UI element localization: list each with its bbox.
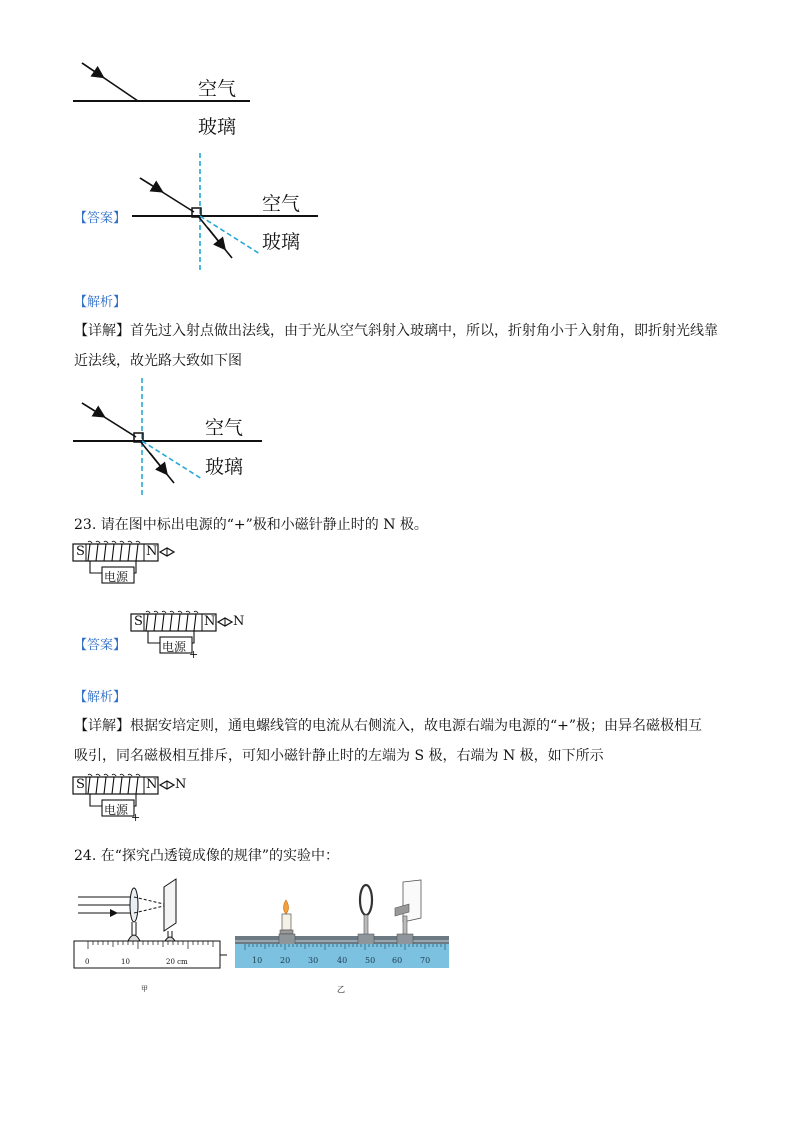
caption-jia: 甲: [141, 985, 148, 993]
ans23-needle-n-label: N: [233, 614, 245, 629]
analysis23-s-label: S: [76, 777, 85, 792]
ans23-n-label: N: [204, 614, 216, 629]
q23-n-label: N: [146, 544, 158, 559]
convex-lens: [130, 888, 138, 922]
ruler2-tick-40: 40: [337, 956, 348, 965]
fig1-air-label: 空气: [198, 78, 237, 100]
q23-s-label: S: [76, 544, 85, 559]
analysis23-solenoid-diagram: [70, 773, 190, 828]
ans23-solenoid-diagram: [128, 610, 248, 665]
ruler2-tick-20: 20: [280, 956, 291, 965]
ruler2-tick-50: 50: [365, 956, 376, 965]
ans1-air-label: 空气: [262, 193, 301, 215]
answer-tag: 【答案】: [74, 211, 127, 226]
q23-solenoid-diagram: [70, 540, 190, 595]
ruler2-tick-60: 60: [392, 956, 403, 965]
ans23-power-label: 电源: [162, 640, 187, 654]
ruler: [74, 941, 220, 968]
question-23: 23. 请在图中标出电源的“+”极和小磁针静止时的 N 极。: [74, 517, 428, 533]
analysis23-detail-line1: 【详解】根据安培定则，通电螺线管的电流从右侧流入，故电源右端为电源的“+”极；由异名磁极相互: [74, 718, 703, 734]
extended-incident-ray: [200, 216, 260, 254]
detail-tag: 【详解】: [74, 718, 130, 734]
analysis23-n-label: N: [146, 777, 158, 792]
analysis1-detail-line1: 【详解】首先过入射点做出法线，由于光从空气斜射入玻璃中，所以，折射角小于入射角，即折射光线靠: [74, 323, 718, 339]
fig1-glass-label: 玻璃: [198, 116, 237, 138]
analysis1-glass-label: 玻璃: [205, 456, 244, 478]
analysis1-detail-line2: 近法线，故光路大致如下图: [74, 353, 242, 369]
ans1-glass-label: 玻璃: [262, 231, 301, 253]
ruler2-tick-10: 10: [252, 956, 263, 965]
q23-power-label: 电源: [104, 570, 129, 584]
fig-jia-lens-setup: [70, 875, 230, 975]
ruler1-tick-20: 20 cm: [166, 958, 188, 966]
caption-yi: 乙: [337, 985, 345, 994]
analysis23-plus-label: +: [131, 811, 141, 824]
ruler1-tick-10: 10: [121, 958, 130, 966]
ruler1-tick-0: 0: [85, 958, 90, 966]
answer-tag-23: 【答案】: [74, 638, 127, 653]
detail-tag: 【详解】: [74, 323, 130, 339]
ruler2-tick-70: 70: [420, 956, 431, 965]
analysis-tag: 【解析】: [74, 295, 127, 310]
ans23-plus-label: +: [189, 648, 199, 661]
question-24: 24. 在“探究凸透镜成像的规律”的实验中：: [74, 848, 340, 864]
lens: [360, 885, 372, 915]
ruler2-tick-30: 30: [308, 956, 319, 965]
analysis-tag-23: 【解析】: [74, 690, 127, 705]
analysis23-needle-n-label: N: [175, 777, 187, 792]
screen: [164, 879, 176, 931]
candle: [282, 914, 291, 930]
ans23-s-label: S: [134, 614, 143, 629]
analysis23-power-label: 电源: [104, 803, 129, 817]
analysis1-air-label: 空气: [205, 417, 244, 439]
analysis23-detail-line2: 吸引，同名磁极相互排斥，可知小磁针静止时的左端为 S 极，右端为 N 极，如下所示: [74, 748, 604, 764]
